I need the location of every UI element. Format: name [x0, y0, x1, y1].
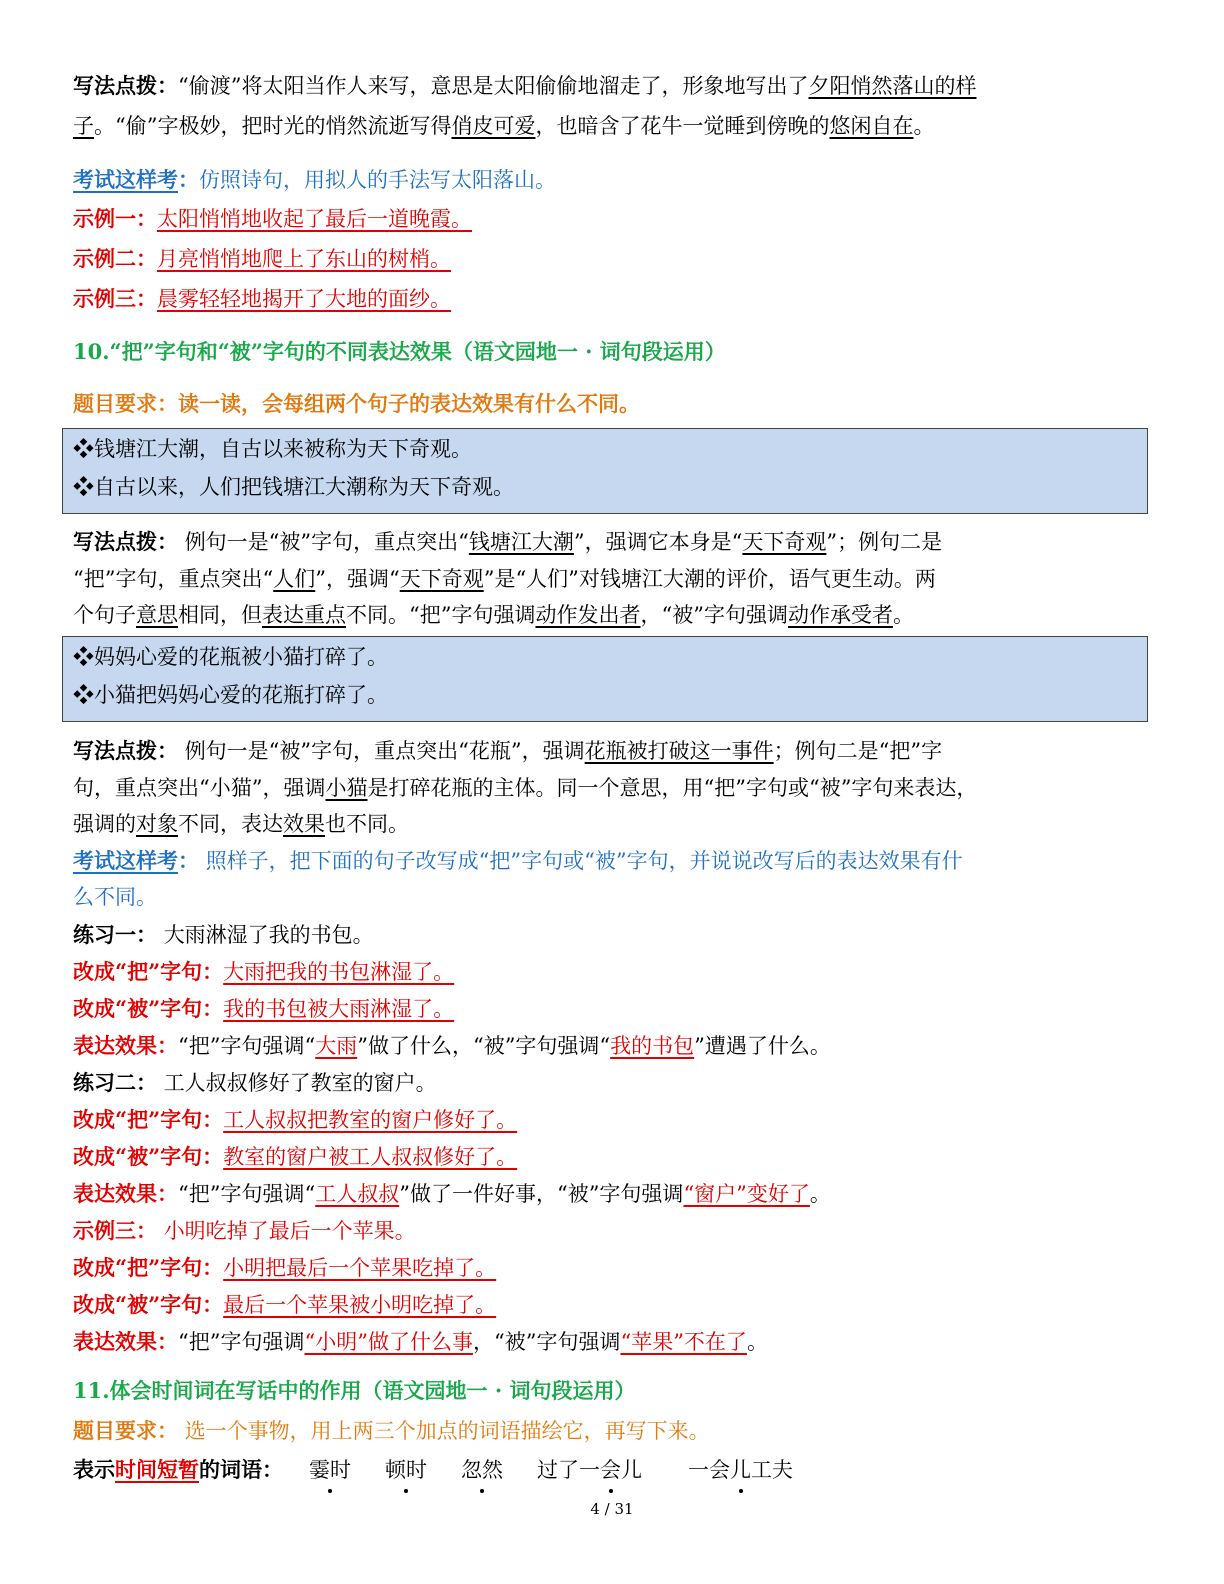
example-sentence: ❖钱塘江大潮，自古以来被称为天下奇观。 — [73, 437, 472, 461]
tip-paragraph-3-line-2: 句，重点突出“小猫”，强调小猫是打碎花瓶的主体。同一个意思，用“把”字句或“被”字句来表达， — [73, 776, 978, 800]
dotted-word: 顿时 — [385, 1458, 427, 1482]
tip-paragraph-1-line-2: 子。“偷”字极妙，把时光的悄然流逝写得俏皮可爱，也暗含了花牛一觉睡到傍晚的悠闲自在。 — [73, 114, 935, 138]
tip-paragraph-2-line-2: “把”字句，重点突出“人们”，强调“天下奇观”是“人们”对钱塘江大潮的评价，语气更生动。两 — [73, 567, 936, 591]
tip-label: 写法点拨： — [73, 529, 178, 554]
exercise-1-ba: 改成“把”字句：大雨把我的书包淋湿了。 — [73, 959, 455, 984]
example-sentence: ❖小猫把妈妈心爱的花瓶打碎了。 — [73, 683, 388, 707]
exercise-3-effect: 表达效果：“把”字句强调“小明”做了什么事，“被”字句强调“苹果”不在了。 — [73, 1329, 768, 1354]
page-number: 4 / 31 — [590, 1500, 634, 1518]
exercise-2: 练习二： 工人叔叔修好了教室的窗户。 — [73, 1070, 437, 1095]
dotted-word: 忽然 — [461, 1458, 503, 1482]
example-box-2 — [62, 636, 1148, 722]
tip-label: 写法点拨： — [73, 73, 178, 98]
exam-prompt-2-line-1: 考试这样考： 照样子，把下面的句子改写成“把”字句或“被”字句，并说说改写后的表达效果有什 — [73, 848, 963, 873]
exam-prompt-1: 考试这样考：仿照诗句，用拟人的手法写太阳落山。 — [73, 167, 556, 192]
section-11-title: 11.体会时间词在写话中的作用（语文园地一 · 词句段运用） — [73, 1378, 636, 1403]
example-2: 示例二：月亮悄悄地爬上了东山的树梢。 — [73, 246, 451, 271]
exercise-3: 示例三： 小明吃掉了最后一个苹果。 — [73, 1218, 416, 1243]
exam-label: 考试这样考 — [73, 167, 178, 192]
tip-paragraph-2-line-3: 个句子意思相同，但表达重点不同。“把”字句强调动作发出者，“被”字句强调动作承受者。 — [73, 603, 914, 627]
exercise-2-effect: 表达效果：“把”字句强调“工人叔叔”做了一件好事，“被”字句强调“窗户”变好了。 — [73, 1181, 831, 1206]
example-box-1 — [62, 428, 1148, 514]
tip-paragraph-2-line-1: 写法点拨： 例句一是“被”字句，重点突出“钱塘江大潮”，强调它本身是“天下奇观”；例句二是 — [73, 529, 943, 554]
dotted-word: 霎时 — [309, 1458, 351, 1482]
exam-prompt-2-line-2: 么不同。 — [73, 885, 157, 909]
exercise-1-bei: 改成“被”字句：我的书包被大雨淋湿了。 — [73, 996, 455, 1021]
exercise-1-effect: 表达效果：“把”字句强调“大雨”做了什么，“被”字句强调“我的书包”遭遇了什么。 — [73, 1033, 831, 1058]
section-10-title: 10.“把”字句和“被”字句的不同表达效果（语文园地一 · 词句段运用） — [73, 339, 726, 364]
exercise-3-bei: 改成“被”字句：最后一个苹果被小明吃掉了。 — [73, 1292, 497, 1317]
exercise-1: 练习一： 大雨淋湿了我的书包。 — [73, 922, 374, 947]
example-3: 示例三：晨雾轻轻地揭开了大地的面纱。 — [73, 286, 451, 311]
example-sentence: ❖妈妈心爱的花瓶被小猫打碎了。 — [73, 645, 388, 669]
tip-paragraph-3-line-1: 写法点拨： 例句一是“被”字句，重点突出“花瓶”，强调花瓶被打破这一事件；例句二是“把”字 — [73, 738, 943, 763]
dotted-word: 一会儿工夫 — [688, 1458, 793, 1482]
tip-paragraph-3-line-3: 强调的对象不同，表达效果也不同。 — [73, 812, 409, 836]
exam-label: 考试这样考 — [73, 848, 178, 873]
tip-label: 写法点拨： — [73, 738, 178, 763]
example-sentence: ❖自古以来，人们把钱塘江大潮称为天下奇观。 — [73, 475, 514, 499]
exercise-2-bei: 改成“被”字句：教室的窗户被工人叔叔修好了。 — [73, 1144, 518, 1169]
tip-paragraph-1-line-1: 写法点拨：“偷渡”将太阳当作人来写，意思是太阳偷偷地溜走了，形象地写出了夕阳悄然落山的样 — [73, 73, 977, 98]
dotted-word: 一会儿 — [579, 1458, 642, 1482]
exercise-3-ba: 改成“把”字句：小明把最后一个苹果吃掉了。 — [73, 1255, 497, 1280]
example-1: 示例一：太阳悄悄地收起了最后一道晚霞。 — [73, 206, 472, 231]
time-words-line: 表示时间短暂的词语： 霎时 顿时 忽然 过了一会儿 一会儿工夫 — [73, 1457, 793, 1482]
exercise-2-ba: 改成“把”字句：工人叔叔把教室的窗户修好了。 — [73, 1107, 518, 1132]
section-11-requirement: 题目要求： 选一个事物，用上两三个加点的词语描绘它，再写下来。 — [73, 1418, 710, 1443]
section-10-requirement: 题目要求：读一读，会每组两个句子的表达效果有什么不同。 — [73, 391, 640, 416]
